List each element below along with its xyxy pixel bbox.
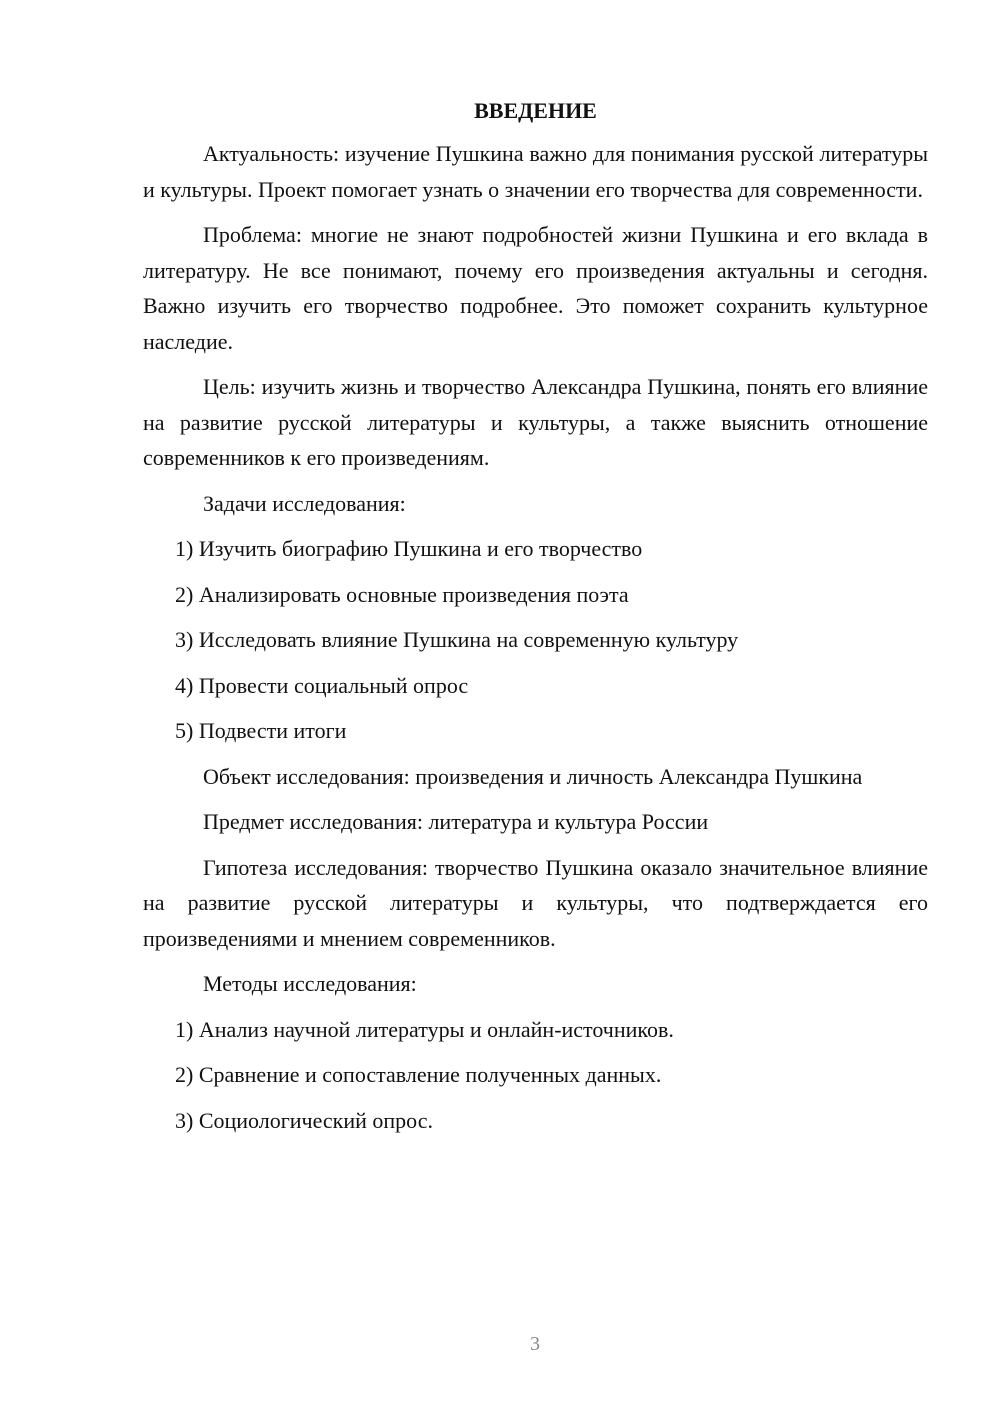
list-item: 1) Анализ научной литературы и онлайн-источников. [175,1016,674,1042]
problem-paragraph: Проблема: многие не знают подробностей жизни Пушкина и его вклада в литературу. Не все понимают, почему его произведения актуальны и сегодня. Важно изучить его творчество подробнее. Это поможет сохранить культурное наследие. [143,222,928,354]
methods-heading: Методы исследования: [203,971,417,996]
tasks-heading: Задачи исследования: [203,490,406,516]
list-item: 2) Сравнение и сопоставление полученных данных. [175,1062,662,1087]
object-paragraph: Объект исследования: произведения и личность Александра Пушкина [203,763,863,789]
list-item: 3) Исследовать влияние Пушкина на современную культуру [175,627,739,652]
page-number: 3 [530,1333,540,1355]
relevance-paragraph: Актуальность: изучение Пушкина важно для понимания русской литературы и культуры. Проект помогает узнать о значении его творчества для современности. [143,141,928,202]
goal-paragraph: Цель: изучить жизнь и творчество Александра Пушкина, понять его влияние на развитие русской литературы и культуры, а также выяснить отношение современников к его произведениям. [143,374,928,470]
subject-paragraph: Предмет исследования: литература и культура России [203,809,709,834]
hypothesis-paragraph: Гипотеза исследования: творчество Пушкина оказало значительное влияние на развитие русской литературы и культуры, что подтверждается его произведениями и мнением современников. [143,854,928,951]
list-item: 2) Анализировать основные произведения поэта [175,581,629,607]
list-item: 3) Социологический опрос. [175,1107,433,1133]
list-item: 1) Изучить биографию Пушкина и его творчество [175,536,643,561]
list-item: 4) Провести социальный опрос [175,672,469,698]
list-item: 5) Подвести итоги [175,718,347,743]
page-title: ВВЕДЕНИЕ [474,98,597,123]
document-page [143,96,928,1148]
